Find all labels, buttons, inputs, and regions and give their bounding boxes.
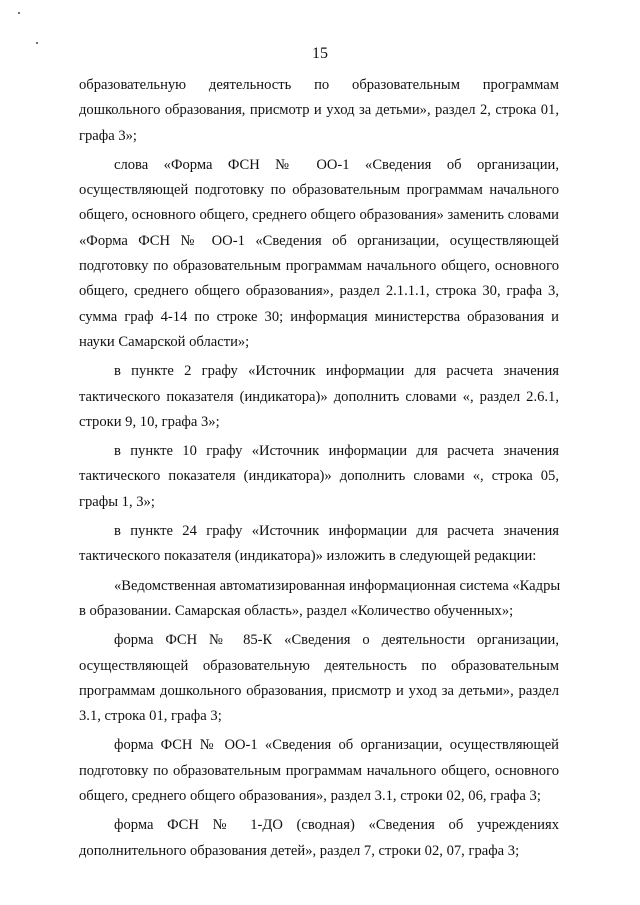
paragraph-3 xyxy=(79,359,559,435)
paragraph-2 xyxy=(79,153,559,355)
text-line: в образовании. Самарская область», раздел «Количество обученных»; xyxy=(79,602,514,619)
text-line: «Ведомственная автоматизированная информационная система «Кадры xyxy=(114,577,561,594)
text-line: графы 1, 3»; xyxy=(79,493,155,510)
text-line: 3.1, строка 01, графа 3; xyxy=(79,708,222,725)
text-line: науки Самарской области»; xyxy=(79,333,250,350)
text-line: форма ФСН № 85-К «Сведения о деятельности организации, xyxy=(114,632,559,649)
paragraph-9 xyxy=(79,813,559,864)
text-line: тактического показателя (индикатора)» дополнить словами «, строка 05, xyxy=(79,468,559,485)
text-line: осуществляющей образовательную деятельность по образовательным xyxy=(79,657,559,674)
text-line: слова «Форма ФСН № ОО-1 «Сведения об организации, xyxy=(114,156,559,173)
paragraph-1 xyxy=(79,73,559,149)
text-line: общего, среднего общего образования», раздел 2.1.1.1, строка 30, графа 3, xyxy=(79,283,559,300)
text-line: в пункте 10 графу «Источник информации для расчета значения xyxy=(114,443,559,460)
document-body xyxy=(79,73,559,864)
text-line: тактического показателя (индикатора)» изложить в следующей редакции: xyxy=(79,548,537,565)
paragraph-7 xyxy=(79,628,559,729)
paragraph-5 xyxy=(79,519,559,570)
text-line: форма ФСН № ОО-1 «Сведения об организации, осуществляющей xyxy=(114,737,559,754)
page-number: 15 xyxy=(312,45,328,62)
text-line: общего, среднего общего образования», раздел 3.1, строки 02, 06, графа 3; xyxy=(79,788,541,805)
text-line: «Форма ФСН № ОО-1 «Сведения об организации, осуществляющей xyxy=(79,232,559,249)
scan-speck xyxy=(18,12,20,14)
text-line: форма ФСН № 1-ДО (сводная) «Сведения об учреждениях xyxy=(114,817,559,834)
text-line: образовательную деятельность по образовательным программам xyxy=(79,77,559,93)
paragraph-6 xyxy=(79,574,559,625)
text-line: программам дошкольного образования, присмотр и уход за детьми», раздел xyxy=(79,682,559,699)
paragraph-4 xyxy=(79,439,559,515)
text-line: тактического показателя (индикатора)» дополнить словами «, раздел 2.6.1, xyxy=(79,388,559,405)
text-line: дополнительного образования детей», раздел 7, строки 02, 07, графа 3; xyxy=(79,842,520,859)
text-line: в пункте 24 графу «Источник информации для расчета значения xyxy=(114,523,559,540)
text-line: подготовку по образовательным программам начального общего, основного xyxy=(79,762,559,779)
text-line: общего, основного общего, среднего общего образования» заменить словами xyxy=(79,207,559,224)
text-line: в пункте 2 графу «Источник информации для расчета значения xyxy=(114,363,559,380)
text-line: осуществляющей подготовку по образовательным программам начального xyxy=(79,182,559,199)
paragraph-8 xyxy=(79,733,559,809)
text-line: строки 9, 10, графа 3»; xyxy=(79,413,220,430)
text-line: сумма граф 4-14 по строке 30; информация министерства образования и xyxy=(79,308,559,325)
text-line: подготовку по образовательным программам начального общего, основного xyxy=(79,258,559,275)
text-line: графа 3»; xyxy=(79,127,137,144)
text-line: дошкольного образования, присмотр и уход за детьми», раздел 2, строка 01, xyxy=(79,102,559,119)
